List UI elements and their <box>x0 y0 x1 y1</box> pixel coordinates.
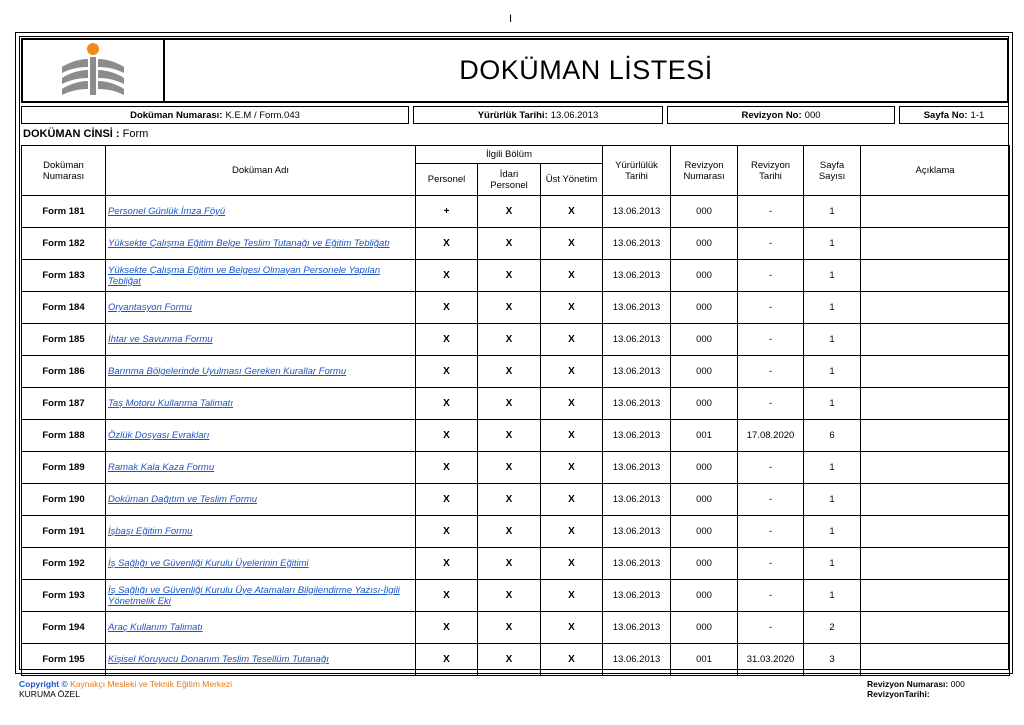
doc-name-link[interactable]: Araç Kullanım Talimatı <box>108 622 203 633</box>
doc-name-link[interactable]: Özlük Dosyası Evrakları <box>108 430 210 441</box>
personel-cell: X <box>416 324 478 356</box>
doc-name-cell <box>106 292 416 324</box>
top-management-cell: X <box>541 228 603 260</box>
revision-date-cell: - <box>738 612 804 644</box>
administrative-staff-cell: X <box>478 324 541 356</box>
top-management-cell: X <box>541 356 603 388</box>
table-row <box>22 228 1010 260</box>
personel-cell: X <box>416 388 478 420</box>
doc-code-cell: Form 195 <box>22 644 106 676</box>
header-doc-number: Doküman Numarası <box>22 146 106 196</box>
document-type-value: Form <box>122 128 149 140</box>
doc-name-cell <box>106 356 416 388</box>
doc-code-cell: Form 183 <box>22 260 106 292</box>
revision-date-cell: - <box>738 452 804 484</box>
revision-number-cell: 000 <box>671 292 738 324</box>
effective-date-cell: 13.06.2013 <box>603 292 671 324</box>
description-cell <box>861 516 1010 548</box>
effective-date-cell: 13.06.2013 <box>603 260 671 292</box>
top-management-cell: X <box>541 260 603 292</box>
page-count-cell: 1 <box>804 260 861 292</box>
administrative-staff-cell: X <box>478 260 541 292</box>
personel-cell: X <box>416 260 478 292</box>
effective-date-cell: 13.06.2013 <box>603 548 671 580</box>
meta-page-label: Sayfa No: <box>923 109 968 121</box>
doc-name-cell <box>106 196 416 228</box>
table-row <box>22 612 1010 644</box>
personel-cell: X <box>416 292 478 324</box>
doc-name-cell <box>106 420 416 452</box>
revision-date-cell: 31.03.2020 <box>738 644 804 676</box>
doc-name-cell <box>106 388 416 420</box>
meta-revision-value: 000 <box>804 109 821 121</box>
revision-number-cell: 000 <box>671 356 738 388</box>
doc-name-link[interactable]: İş Sağlığı ve Güvenliği Kurulu Üyelerinin Eğitimi <box>108 558 309 569</box>
revision-date-cell: - <box>738 356 804 388</box>
top-management-cell: X <box>541 292 603 324</box>
footer-revision-date-label: RevizyonTarihi: <box>867 689 930 699</box>
doc-code-cell: Form 187 <box>22 388 106 420</box>
logo-icon <box>60 43 126 99</box>
revision-date-cell: - <box>738 260 804 292</box>
doc-name-link[interactable]: Kişisel Koruyucu Donanım Teslim Tesellüm Tutanağı <box>108 654 329 665</box>
doc-name-cell <box>106 452 416 484</box>
page-count-cell: 1 <box>804 548 861 580</box>
doc-code-cell: Form 181 <box>22 196 106 228</box>
doc-code-cell: Form 190 <box>22 484 106 516</box>
doc-name-cell <box>106 612 416 644</box>
table-row <box>22 580 1010 612</box>
description-cell <box>861 388 1010 420</box>
page-count-cell: 1 <box>804 292 861 324</box>
doc-name-link[interactable]: Ramak Kala Kaza Formu <box>108 462 215 473</box>
revision-date-cell: - <box>738 484 804 516</box>
effective-date-cell: 13.06.2013 <box>603 452 671 484</box>
revision-date-cell: - <box>738 292 804 324</box>
table-row <box>22 324 1010 356</box>
effective-date-cell: 13.06.2013 <box>603 324 671 356</box>
table-row <box>22 452 1010 484</box>
top-management-cell: X <box>541 452 603 484</box>
table-row <box>22 516 1010 548</box>
page-count-cell: 1 <box>804 580 861 612</box>
personel-cell: X <box>416 484 478 516</box>
page-count-cell: 6 <box>804 420 861 452</box>
description-cell <box>861 452 1010 484</box>
personel-cell: X <box>416 644 478 676</box>
personel-cell: + <box>416 196 478 228</box>
table-row <box>22 292 1010 324</box>
footer-revision-number-label: Revizyon Numarası: <box>867 679 949 689</box>
administrative-staff-cell: X <box>478 580 541 612</box>
revision-number-cell: 000 <box>671 260 738 292</box>
page-count-cell: 1 <box>804 228 861 260</box>
meta-page-value: 1-1 <box>970 109 985 121</box>
administrative-staff-cell: X <box>478 484 541 516</box>
revision-date-cell: - <box>738 196 804 228</box>
top-management-cell: X <box>541 580 603 612</box>
doc-name-link[interactable]: İşbaşı Eğitim Formu <box>108 526 193 537</box>
administrative-staff-cell: X <box>478 292 541 324</box>
administrative-staff-cell: X <box>478 452 541 484</box>
revision-number-cell: 000 <box>671 228 738 260</box>
doc-name-link[interactable]: Yüksekte Çalışma Eğitim ve Belgesi Olmayan Personele Yapılan Tebliğat <box>108 264 381 287</box>
doc-code-cell: Form 184 <box>22 292 106 324</box>
copyright-label: Copyright © <box>19 679 68 689</box>
effective-date-cell: 13.06.2013 <box>603 612 671 644</box>
revision-date-cell: - <box>738 388 804 420</box>
doc-name-link[interactable]: Yüksekte Çalışma Eğitim Belge Teslim Tutanağı ve Eğitim Tebliğatı <box>108 238 390 249</box>
revision-number-cell: 000 <box>671 516 738 548</box>
administrative-staff-cell: X <box>478 388 541 420</box>
meta-effective-value: 13.06.2013 <box>550 109 599 121</box>
header-top-management: Üst Yönetim <box>541 164 603 196</box>
revision-number-cell: 000 <box>671 452 738 484</box>
top-management-cell: X <box>541 516 603 548</box>
effective-date-cell: 13.06.2013 <box>603 580 671 612</box>
doc-code-cell: Form 192 <box>22 548 106 580</box>
document-list-table <box>21 145 1010 676</box>
header-administrative-staff: İdari Personel <box>478 164 541 196</box>
header-revision-date: Revizyon Tarihi <box>738 146 804 196</box>
doc-name-link[interactable]: Oryantasyon Formu <box>108 302 192 313</box>
doc-name-link[interactable]: İş Sağlığı ve Güvenliği Kurulu Üye Atamaları Bilgilendirme Yazısı-İlgili Yönetmelik Eki <box>108 584 400 607</box>
effective-date-cell: 13.06.2013 <box>603 356 671 388</box>
doc-name-cell <box>106 644 416 676</box>
top-management-cell: X <box>541 388 603 420</box>
administrative-staff-cell: X <box>478 548 541 580</box>
revision-date-cell: 17.08.2020 <box>738 420 804 452</box>
personel-cell: X <box>416 356 478 388</box>
revision-number-cell: 000 <box>671 580 738 612</box>
page-count-cell: 1 <box>804 324 861 356</box>
meta-page-no <box>899 106 1009 124</box>
footer-right <box>867 679 965 699</box>
meta-effective-date <box>413 106 663 124</box>
description-cell <box>861 612 1010 644</box>
page-count-cell: 1 <box>804 484 861 516</box>
effective-date-cell: 13.06.2013 <box>603 644 671 676</box>
top-management-cell: X <box>541 612 603 644</box>
table-row <box>22 548 1010 580</box>
personel-cell: X <box>416 548 478 580</box>
revision-number-cell: 000 <box>671 612 738 644</box>
description-cell <box>861 548 1010 580</box>
page-count-cell: 1 <box>804 196 861 228</box>
effective-date-cell: 13.06.2013 <box>603 388 671 420</box>
doc-code-cell: Form 186 <box>22 356 106 388</box>
meta-doc-number <box>21 106 409 124</box>
top-management-cell: X <box>541 420 603 452</box>
administrative-staff-cell: X <box>478 356 541 388</box>
effective-date-cell: 13.06.2013 <box>603 196 671 228</box>
description-cell <box>861 260 1010 292</box>
description-cell <box>861 324 1010 356</box>
revision-number-cell: 000 <box>671 324 738 356</box>
page-count-cell: 1 <box>804 516 861 548</box>
document-type-label: DOKÜMAN CİNSİ : <box>23 128 120 140</box>
page-count-cell: 1 <box>804 356 861 388</box>
table-row <box>22 484 1010 516</box>
revision-number-cell: 000 <box>671 548 738 580</box>
restricted-notice: KURUMA ÖZEL <box>19 689 80 699</box>
personel-cell: X <box>416 612 478 644</box>
administrative-staff-cell: X <box>478 612 541 644</box>
administrative-staff-cell: X <box>478 516 541 548</box>
copyright-organization: Kaynakçı Mesleki ve Teknik Eğitim Merkezi <box>70 679 233 689</box>
description-cell <box>861 196 1010 228</box>
description-cell <box>861 356 1010 388</box>
header-personel: Personel <box>416 164 478 196</box>
doc-name-link[interactable]: İhtar ve Savunma Formu <box>108 334 213 345</box>
top-management-cell: X <box>541 484 603 516</box>
description-cell <box>861 420 1010 452</box>
page-marker: I <box>509 13 513 25</box>
doc-code-cell: Form 193 <box>22 580 106 612</box>
document-header <box>21 38 1009 103</box>
top-management-cell: X <box>541 196 603 228</box>
doc-code-cell: Form 189 <box>22 452 106 484</box>
description-cell <box>861 484 1010 516</box>
doc-code-cell: Form 182 <box>22 228 106 260</box>
header-page-count: Sayfa Sayısı <box>804 146 861 196</box>
doc-code-cell: Form 188 <box>22 420 106 452</box>
administrative-staff-cell: X <box>478 196 541 228</box>
doc-name-cell <box>106 548 416 580</box>
revision-date-cell: - <box>738 516 804 548</box>
header-effective-date: Yürürlülük Tarihi <box>603 146 671 196</box>
top-management-cell: X <box>541 548 603 580</box>
meta-doc-number-value: K.E.M / Form.043 <box>225 109 300 121</box>
footer-left <box>19 679 232 699</box>
description-cell <box>861 228 1010 260</box>
institution-logo <box>21 38 165 103</box>
doc-name-cell <box>106 484 416 516</box>
revision-date-cell: - <box>738 548 804 580</box>
table-row <box>22 260 1010 292</box>
doc-name-cell <box>106 516 416 548</box>
revision-number-cell: 000 <box>671 388 738 420</box>
description-cell <box>861 580 1010 612</box>
table-row <box>22 356 1010 388</box>
doc-name-cell <box>106 324 416 356</box>
revision-number-cell: 000 <box>671 196 738 228</box>
table-row <box>22 388 1010 420</box>
administrative-staff-cell: X <box>478 644 541 676</box>
personel-cell: X <box>416 228 478 260</box>
doc-name-link[interactable]: Barınma Bölgelerinde Uyulması Gereken Kurallar Formu <box>108 366 347 377</box>
meta-doc-number-label: Doküman Numarası: <box>130 109 223 121</box>
header-revision-number: Revizyon Numarası <box>671 146 738 196</box>
header-doc-name: Doküman Adı <box>106 146 416 196</box>
effective-date-cell: 13.06.2013 <box>603 228 671 260</box>
doc-name-link[interactable]: Taş Motoru Kullanma Talimatı <box>108 398 233 409</box>
page-count-cell: 1 <box>804 388 861 420</box>
document-type <box>23 128 148 140</box>
description-cell <box>861 644 1010 676</box>
revision-date-cell: - <box>738 324 804 356</box>
personel-cell: X <box>416 516 478 548</box>
administrative-staff-cell: X <box>478 420 541 452</box>
top-management-cell: X <box>541 324 603 356</box>
doc-code-cell: Form 185 <box>22 324 106 356</box>
revision-number-cell: 000 <box>671 484 738 516</box>
header-description: Açıklama <box>861 146 1010 196</box>
meta-effective-label: Yürürlük Tarihi: <box>477 109 548 121</box>
doc-name-cell <box>106 260 416 292</box>
revision-date-cell: - <box>738 580 804 612</box>
personel-cell: X <box>416 452 478 484</box>
doc-name-link[interactable]: Doküman Dağıtım ve Teslim Formu <box>108 494 258 505</box>
effective-date-cell: 13.06.2013 <box>603 484 671 516</box>
doc-name-link[interactable]: Personel Günlük İmza Föyü <box>108 206 226 217</box>
meta-revision-no <box>667 106 895 124</box>
revision-number-cell: 001 <box>671 420 738 452</box>
doc-name-cell <box>106 228 416 260</box>
top-management-cell: X <box>541 644 603 676</box>
effective-date-cell: 13.06.2013 <box>603 516 671 548</box>
revision-number-cell: 001 <box>671 644 738 676</box>
doc-code-cell: Form 194 <box>22 612 106 644</box>
footer-revision-number-value: 000 <box>950 679 965 689</box>
table-row <box>22 644 1010 676</box>
administrative-staff-cell: X <box>478 228 541 260</box>
page-count-cell: 3 <box>804 644 861 676</box>
doc-name-cell <box>106 580 416 612</box>
header-related-department: İlgili Bölüm <box>416 146 603 164</box>
revision-date-cell: - <box>738 228 804 260</box>
page-count-cell: 1 <box>804 452 861 484</box>
table-row <box>22 420 1010 452</box>
personel-cell: X <box>416 580 478 612</box>
meta-revision-label: Revizyon No: <box>741 109 802 121</box>
page-count-cell: 2 <box>804 612 861 644</box>
effective-date-cell: 13.06.2013 <box>603 420 671 452</box>
description-cell <box>861 292 1010 324</box>
document-meta-bar <box>21 106 1009 124</box>
personel-cell: X <box>416 420 478 452</box>
table-row <box>22 196 1010 228</box>
document-title: DOKÜMAN LİSTESİ <box>165 38 1009 103</box>
doc-code-cell: Form 191 <box>22 516 106 548</box>
